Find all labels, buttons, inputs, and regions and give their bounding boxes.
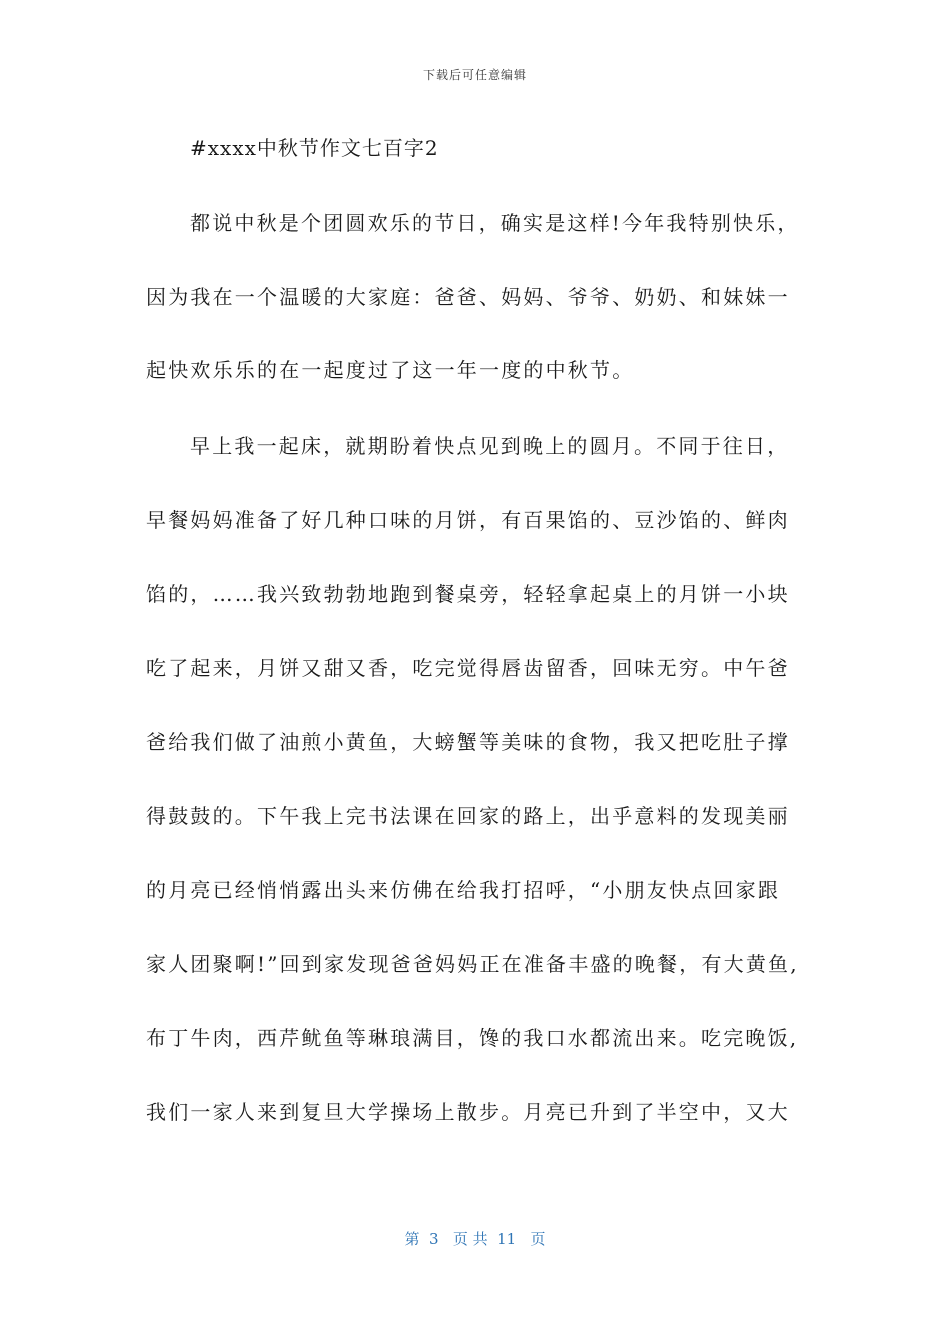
text-line: 吃了起来，月饼又甜又香，吃完觉得唇齿留香，回味无穷。中午爸 (146, 656, 790, 680)
text-line: 早餐妈妈准备了好几种口味的月饼，有百果馅的、豆沙馅的、鲜肉 (146, 508, 790, 532)
text-line: 馅的，……我兴致勃勃地跑到餐桌旁，轻轻拿起桌上的月饼一小块 (146, 582, 790, 606)
text-line: 爸给我们做了油煎小黄鱼，大螃蟹等美味的食物，我又把吃肚子撑 (146, 730, 790, 754)
text-line: 得鼓鼓的。下午我上完书法课在回家的路上，出乎意料的发现美丽 (146, 804, 790, 828)
header-note: 下载后可任意编辑 (422, 68, 527, 82)
text-line: 我们一家人来到复旦大学操场上散步。月亮已升到了半空中，又大 (146, 1100, 790, 1124)
page-footer: 第 3 页 共 11 页 (404, 1230, 546, 1248)
document-title: #xxxx中秋节作文七百字2 (190, 136, 439, 160)
text-line: 都说中秋是个团圆欢乐的节日，确实是这样!今年我特别快乐， (190, 211, 800, 235)
text-line: 因为我在一个温暖的大家庭：爸爸、妈妈、爷爷、奶奶、和妹妹一 (146, 285, 790, 309)
text-line: 布丁牛肉，西芹鱿鱼等琳琅满目，馋的我口水都流出来。吃完晚饭, (146, 1026, 799, 1050)
text-line: 的月亮已经悄悄露出头来仿佛在给我打招呼，“小朋友快点回家跟 (146, 878, 781, 902)
text-line: 起快欢乐乐的在一起度过了这一年一度的中秋节。 (146, 358, 635, 382)
text-line: 早上我一起床，就期盼着快点见到晚上的圆月。不同于往日， (190, 434, 790, 458)
text-line: 家人团聚啊!”回到家发现爸爸妈妈正在准备丰盛的晚餐，有大黄鱼, (146, 952, 799, 976)
